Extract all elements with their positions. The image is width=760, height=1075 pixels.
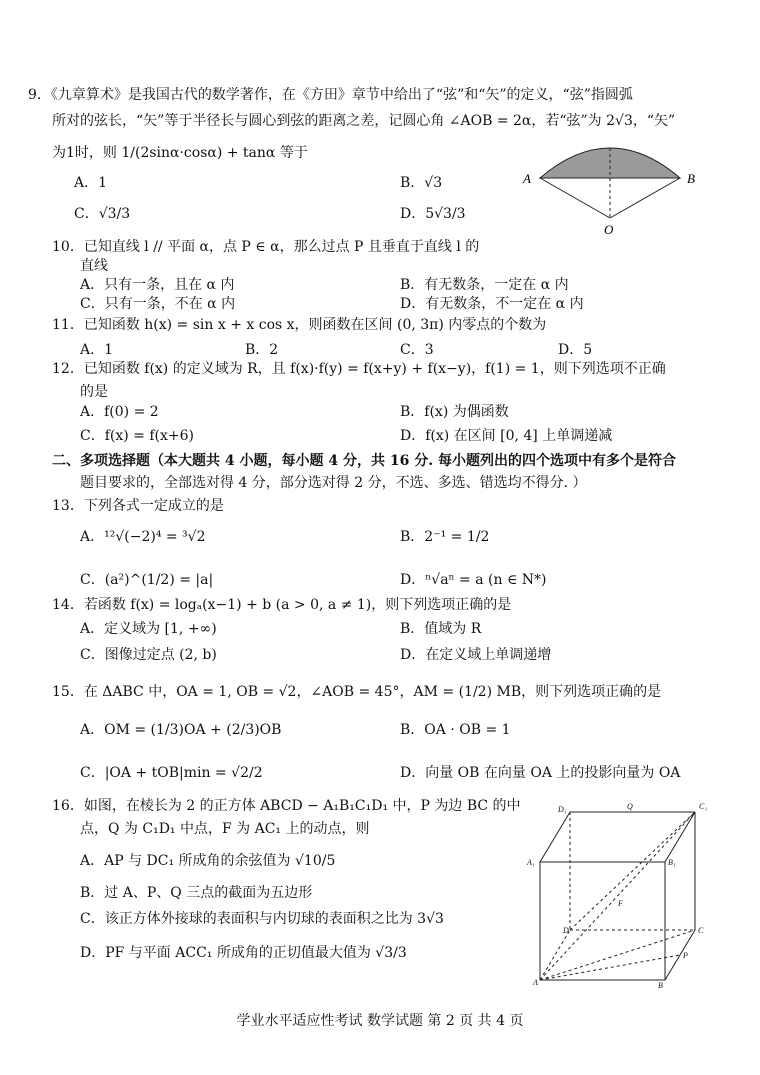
q12-option-d: D．f(x) 在区间 [0, 4] 上单调递减 — [400, 428, 613, 444]
q12-option-c: C．f(x) = f(x+6) — [80, 428, 194, 444]
q16-option-a: A．AP 与 DC₁ 所成角的余弦值为 √10/5 — [80, 853, 336, 869]
q16-label-d: D — [563, 926, 569, 935]
q16-label-p: P — [683, 951, 688, 960]
q16-line2: 点，Q 为 C₁D₁ 中点，F 为 AC₁ 上的动点，则 — [80, 821, 370, 837]
page-footer: 学业水平适应性考试 数学试题 第 2 页 共 4 页 — [236, 1013, 524, 1029]
q16-label-q: Q — [627, 802, 633, 811]
section2-line2: 题目要求的，全部选对得 4 分，部分选对得 2 分，不选、多选、错选均不得分. ） — [80, 475, 587, 491]
q16-cube-figure — [525, 800, 725, 995]
q9-arc-figure — [515, 130, 715, 240]
q11-line1: 11．已知函数 h(x) = sin x + x cos x，则函数在区间 (0, 3π) 内零点的个数为 — [52, 317, 547, 333]
q16-label-c1: C₁ — [699, 802, 708, 811]
q9-option-b: B．√3 — [400, 175, 443, 191]
q16-label-b: B — [658, 981, 663, 990]
q15-option-c: C．|OA + tOB|min = √2/2 — [80, 765, 263, 781]
q16-option-d: D．PF 与平面 ACC₁ 所成角的正切值最大值为 √3/3 — [80, 945, 407, 961]
q15-option-b: B．OA · OB = 1 — [400, 722, 511, 738]
q15-option-a: A．OM = (1/3)OA + (2/3)OB — [80, 722, 282, 738]
q16-option-c: C．该正方体外接球的表面积与内切球的表面积之比为 3√3 — [80, 911, 444, 927]
q11-option-b: B．2 — [245, 342, 279, 358]
q11-option-a: A．1 — [80, 342, 114, 358]
q12-line1: 12．已知函数 f(x) 的定义域为 R，且 f(x)·f(y) = f(x+y) + f(x−y)，f(1) = 1，则下列选项不正确 — [52, 361, 666, 377]
q9-label-o: O — [604, 222, 614, 237]
q10-line2: 直线 — [80, 258, 108, 274]
q14-line1: 14．若函数 f(x) = logₐ(x−1) + b (a > 0, a ≠ 1)，则下列选项正确的是 — [52, 597, 512, 613]
section2-heading: 二、多项选择题（本大题共 4 小题，每小题 4 分，共 16 分. 每小题列出的四个选项中有多个是符合 — [52, 453, 676, 469]
q11-option-c: C．3 — [400, 342, 434, 358]
q9-label-b: B — [687, 171, 695, 186]
q12-line2: 的是 — [80, 384, 108, 400]
q11-option-d: D．5 — [558, 342, 593, 358]
q13-option-d: D．ⁿ√aⁿ = a (n ∈ N*) — [400, 572, 547, 588]
q9-line1: 9．《九章算术》是我国古代的数学著作，在《方田》章节中给出了“弦”和“矢”的定义，“弦”指圆弧 — [28, 87, 633, 103]
q16-label-b1: B₁ — [668, 858, 676, 867]
q16-option-b: B．过 A、P、Q 三点的截面为五边形 — [80, 885, 313, 901]
q10-option-c: C．只有一条，不在 α 内 — [80, 296, 236, 312]
q14-option-b: B．值域为 R — [400, 621, 482, 637]
q16-label-a1: A₁ — [527, 858, 535, 867]
q13-option-a: A．¹²√(−2)⁴ = ³√2 — [80, 529, 206, 545]
q14-option-a: A．定义域为 [1, +∞) — [80, 621, 217, 637]
q12-option-b: B．f(x) 为偶函数 — [400, 404, 509, 420]
q10-line1: 10．已知直线 l // 平面 α，点 P ∈ α，那么过点 P 且垂直于直线 l 的 — [52, 239, 480, 255]
q15-line1: 15．在 ΔABC 中，OA = 1, OB = √2，∠AOB = 45°，AM = (1/2) MB，则下列选项正确的是 — [52, 684, 662, 700]
q14-option-c: C．图像过定点 (2, b) — [80, 647, 217, 663]
q15-option-d: D．向量 OB 在向量 OA 上的投影向量为 OA — [400, 765, 681, 781]
q16-label-c: C — [698, 926, 704, 935]
q9-option-a: A．1 — [74, 175, 108, 191]
q13-line1: 13．下列各式一定成立的是 — [52, 498, 224, 514]
q9-line3: 为1时，则 1/(2sinα·cosα) + tanα 等于 — [52, 145, 308, 161]
q10-option-b: B．有无数条，一定在 α 内 — [400, 277, 569, 293]
q16-label-d1: D₁ — [558, 805, 567, 814]
q9-label-a: A — [523, 171, 531, 186]
q9-option-d: D．5√3/3 — [400, 206, 466, 222]
q16-label-f: F — [618, 899, 623, 908]
q12-option-a: A．f(0) = 2 — [80, 404, 159, 420]
q10-option-d: D．有无数条，不一定在 α 内 — [400, 296, 584, 312]
q13-option-c: C．(a²)^(1/2) = |a| — [80, 572, 214, 588]
q9-option-c: C．√3/3 — [74, 206, 131, 222]
q16-line1: 16．如图，在棱长为 2 的正方体 ABCD − A₁B₁C₁D₁ 中，P 为边 BC 的中 — [52, 798, 521, 814]
q16-label-a: A — [533, 978, 538, 987]
q9-line2: 所对的弦长，“矢”等于半径长与圆心到弦的距离之差，记圆心角 ∠AOB = 2α，若“弦”为 2√3，“矢” — [52, 113, 676, 129]
q10-option-a: A．只有一条，且在 α 内 — [80, 277, 235, 293]
q13-option-b: B．2⁻¹ = 1/2 — [400, 529, 490, 545]
q14-option-d: D．在定义域上单调递增 — [400, 647, 552, 663]
